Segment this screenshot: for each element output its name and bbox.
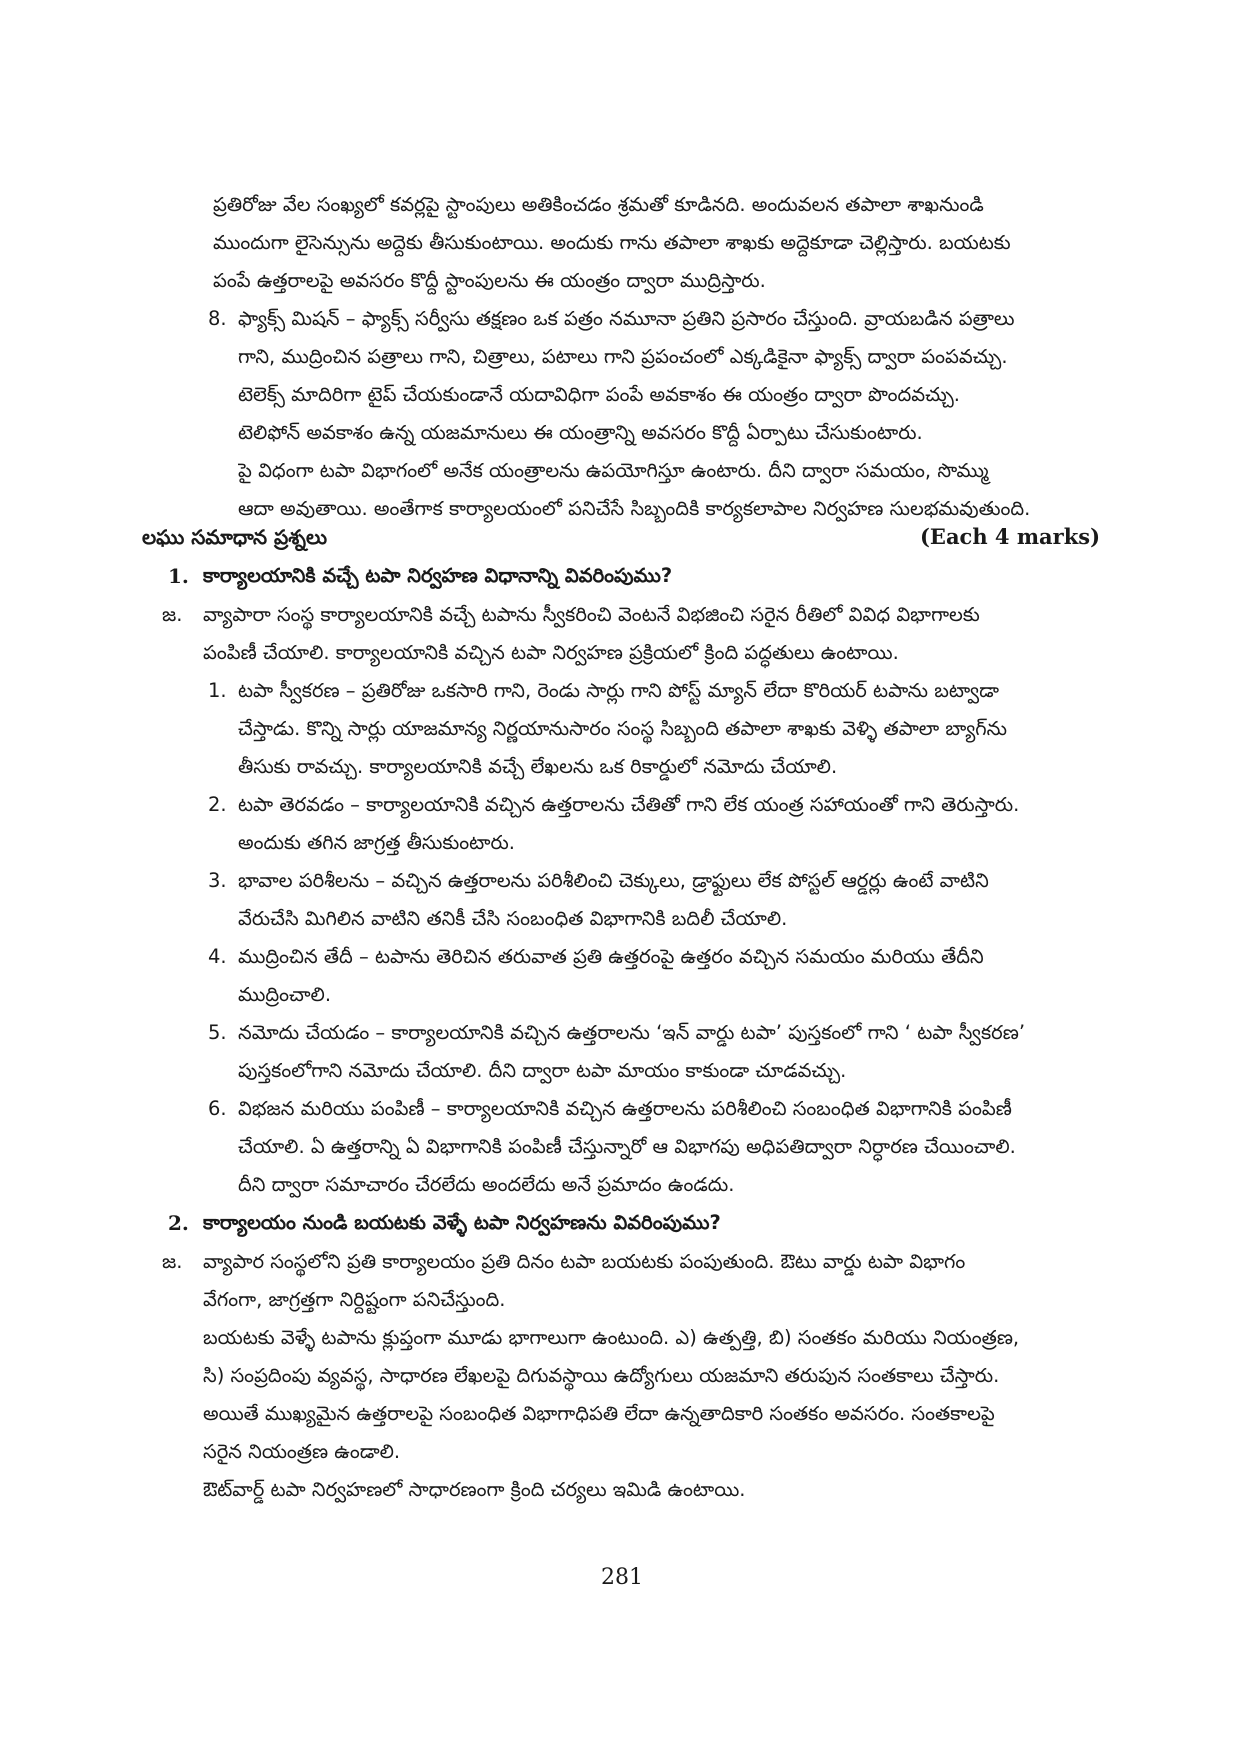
text-line: బయటకు వెళ్ళే టపాను క్లుప్తంగా మూడు భాగాలుగా ఉంటుంది. ఎ) ఉత్పత్తి, బి) సంతకం మరియు నియంత్రణ, xyxy=(203,1326,1020,1349)
question-text: కార్యాలయం నుండి బయటకు వెళ్ళే టపా నిర్వహణను వివరింపుము? xyxy=(203,1211,721,1234)
answer-paragraph xyxy=(203,596,1083,672)
text-line: ముద్రించాలి. xyxy=(238,983,332,1006)
item-number: 6. xyxy=(208,1097,227,1120)
text-line: ముద్రించిన తేదీ – టపాను తెరిచిన తరువాత ప్రతి ఉత్తరంపై ఉత్తరం వచ్చిన సమయం మరియు తేదీని xyxy=(238,945,984,968)
section-marks: (Each 4 marks) xyxy=(920,524,1101,549)
item-number: 5. xyxy=(208,1021,227,1044)
text-line: విభజన మరియు పంపిణీ – కార్యాలయానికి వచ్చిన ఉత్తరాలను పరిశీలించి సంబంధిత విభాగానికి పంపిణీ xyxy=(238,1097,1012,1120)
text-line: పంపే ఉత్తరాలపై అవసరం కొద్దీ స్టాంపులను ఈ యంత్రం ద్వారా ముద్రిస్తారు. xyxy=(213,269,766,292)
fax-machine-paragraph xyxy=(238,300,1083,452)
section-title: లఘు సమాధాన ప్రశ్నలు xyxy=(142,525,328,549)
intro-paragraph xyxy=(213,186,1083,300)
text-line: సరైన నియంత్రణ ఉండాలి. xyxy=(203,1440,401,1463)
text-line: సి) సంప్రదింపు వ్యవస్థ, సాధారణ లేఖలపై దిగువస్థాయి ఉద్యోగులు యజమాని తరుపున సంతకాలు చేస్తారు. xyxy=(203,1364,1000,1387)
text-line: గాని, ముద్రించిన పత్రాలు గాని, చిత్రాలు, పటాలు గాని ప్రపంచంలో ఎక్కడికైనా ఫ్యాక్స్ ద్వారా పంపవచ్చు. xyxy=(238,345,1008,368)
text-line: టపా స్వీకరణ – ప్రతిరోజు ఒకసారి గాని, రెండు సార్లు గాని పోస్ట్ మ్యాన్ లేదా కొరియర్ టపాను బట్వాడా xyxy=(238,679,999,702)
text-line: టెలెక్స్ మాదిరిగా టైప్ చేయకుండానే యదావిధిగా పంపే అవకాశం ఈ యంత్రం ద్వారా పొందవచ్చు. xyxy=(238,383,960,406)
text-line: నమోదు చేయడం – కార్యాలయానికి వచ్చిన ఉత్తరాలను ‘ఇన్ వార్డు టపా’ పుస్తకంలో గాని ‘ టపా స్వీకరణ’ xyxy=(238,1021,1026,1044)
text-line: టెలిఫోన్ అవకాశం ఉన్న యజమానులు ఈ యంత్రాన్ని అవసరం కొద్దీ ఏర్పాటు చేసుకుంటారు. xyxy=(238,421,923,444)
text-line: వ్యాపారా సంస్థ కార్యాలయానికి వచ్చే టపాను స్వీకరించి వెంటనే విభజించి సరైన రీతిలో వివిధ విభాగాలకు xyxy=(203,603,980,626)
item-number: 2. xyxy=(208,793,227,816)
list-item xyxy=(238,1090,1083,1204)
item-number: 8. xyxy=(208,307,227,330)
summary-paragraph xyxy=(238,452,1083,528)
answer-paragraph xyxy=(203,1243,1083,1319)
answer-label: జ. xyxy=(162,603,183,626)
list-item xyxy=(238,786,1083,862)
question-text: కార్యాలయానికి వచ్చే టపా నిర్వహణ విధానాన్ని వివరింపుము? xyxy=(203,564,673,587)
list-item xyxy=(238,1014,1083,1090)
page-number: 281 xyxy=(601,1565,643,1590)
text-line: వేరుచేసి మిగిలిన వాటిని తనికీ చేసి సంబంధిత విభాగానికి బదిలీ చేయాలి. xyxy=(238,907,788,930)
answer-paragraph xyxy=(203,1319,1083,1471)
text-line: ఔట్‌వార్డ్ టపా నిర్వహణలో సాధారణంగా క్రింది చర్యలు ఇమిడి ఉంటాయి. xyxy=(203,1478,746,1501)
answer-label: జ. xyxy=(162,1250,183,1273)
text-line: ఫ్యాక్స్ మిషన్ – ఫ్యాక్స్ సర్వీసు తక్షణం ఒక పత్రం నమూనా ప్రతిని ప్రసారం చేస్తుంది. వ్రాయబడిన పత్రాలు xyxy=(238,307,1015,330)
text-line: పుస్తకంలోగాని నమోదు చేయాలి. దీని ద్వారా టపా మాయం కాకుండా చూడవచ్చు. xyxy=(238,1059,847,1082)
text-line: వేగంగా, జాగ్రత్తగా నిర్దిష్టంగా పనిచేస్తుంది. xyxy=(203,1288,506,1311)
text-line: అయితే ముఖ్యమైన ఉత్తరాలపై సంబంధిత విభాగాధిపతి లేదా ఉన్నతాదికారి సంతకం అవసరం. సంతకాలపై xyxy=(203,1402,995,1425)
text-line: పై విధంగా టపా విభాగంలో అనేక యంత్రాలను ఉపయోగిస్తూ ఉంటారు. దీని ద్వారా సమయం, సొమ్ము xyxy=(238,459,989,482)
text-line: చేయాలి. ఏ ఉత్తరాన్ని ఏ విభాగానికి పంపిణీ చేస్తున్నారో ఆ విభాగపు అధిపతిద్వారా నిర్ధారణ చేయించాలి. xyxy=(238,1135,1016,1158)
list-item xyxy=(238,862,1083,938)
item-number: 4. xyxy=(208,945,227,968)
text-line: చేస్తాడు. కొన్ని సార్లు యాజమాన్య నిర్ణయానుసారం సంస్థ సిబ్బంది తపాలా శాఖకు వెళ్ళి తపాలా బ్యాగ్‌ను xyxy=(238,717,1008,740)
text-line: టపా తెరవడం – కార్యాలయానికి వచ్చిన ఉత్తరాలను చేతితో గాని లేక యంత్ర సహాయంతో గాని తెరుస్తారు. xyxy=(238,793,1020,816)
text-line: తీసుకు రావచ్చు. కార్యాలయానికి వచ్చే లేఖలను ఒక రికార్డులో నమోదు చేయాలి. xyxy=(238,755,838,778)
item-number: 3. xyxy=(208,869,227,892)
text-line: అందుకు తగిన జాగ్రత్త తీసుకుంటారు. xyxy=(238,831,516,854)
text-line: ప్రతిరోజు వేల సంఖ్యలో కవర్లపై స్టాంపులు అతికించడం శ్రమతో కూడినది. అందువలన తపాలా శాఖనుండి xyxy=(213,193,984,216)
question-number: 1. xyxy=(168,564,189,588)
text-line: భావాల పరిశీలను – వచ్చిన ఉత్తరాలను పరిశీలించి చెక్కులు, డ్రాఫ్టులు లేక పోస్టల్ ఆర్డర్లు ఉంటే వాటిని xyxy=(238,869,989,892)
text-line: ముందుగా లైసెన్సును అద్దెకు తీసుకుంటాయి. అందుకు గాను తపాలా శాఖకు అద్దెకూడా చెల్లిస్తారు. బయటకు xyxy=(213,231,1011,254)
list-item xyxy=(238,938,1083,1014)
item-number: 1. xyxy=(208,679,227,702)
text-line: దీని ద్వారా సమాచారం చేరలేదు అందలేదు అనే ప్రమాదం ఉండదు. xyxy=(238,1173,735,1196)
question-number: 2. xyxy=(168,1211,189,1235)
list-item xyxy=(238,672,1083,786)
text-line: పంపిణీ చేయాలి. కార్యాలయానికి వచ్చిన టపా నిర్వహణ ప్రక్రియలో క్రింది పద్ధతులు ఉంటాయి. xyxy=(203,641,899,664)
text-line: వ్యాపార సంస్థలోని ప్రతి కార్యాలయం ప్రతి దినం టపా బయటకు పంపుతుంది. ఔటు వార్డు టపా విభాగం xyxy=(203,1250,966,1273)
answer-paragraph xyxy=(203,1471,1083,1509)
text-line: ఆదా అవుతాయి. అంతేగాక కార్యాలయంలో పనిచేసే సిబ్బందికి కార్యకలాపాల నిర్వహణ సులభమవుతుంది. xyxy=(238,497,1031,520)
